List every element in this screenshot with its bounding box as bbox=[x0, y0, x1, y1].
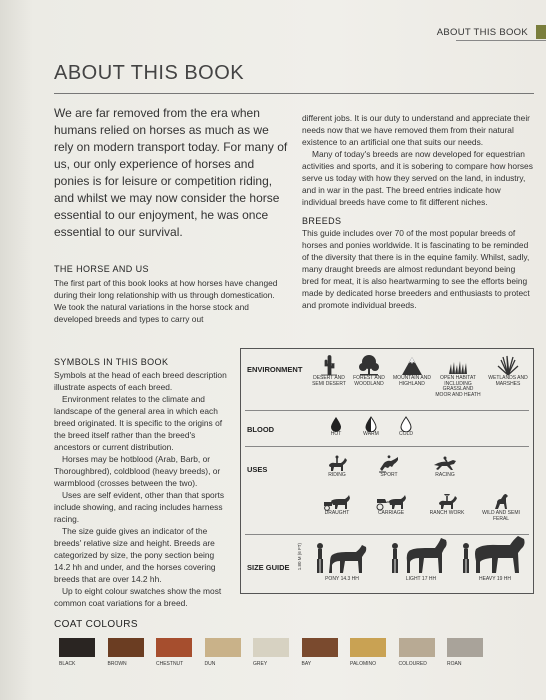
section-tab-marker bbox=[536, 25, 546, 39]
breeds-heading: BREEDS bbox=[302, 216, 342, 226]
uses-row bbox=[241, 447, 533, 535]
swatch-label: CHESTNUT bbox=[156, 661, 184, 667]
swatch-label: COLOURED bbox=[398, 661, 427, 667]
environment-caption: DESERT AND SEMI DESERT bbox=[312, 375, 346, 387]
swatch-chip bbox=[59, 638, 95, 657]
symbols-section bbox=[54, 356, 229, 609]
symbols-paragraph-6: Up to eight colour swatches show the most common coat variations for a breed. bbox=[54, 586, 222, 608]
coat-colours-heading: COAT COLOURS bbox=[54, 619, 138, 630]
right-paragraph-2: Many of today's breeds are now developed for equestrian activities and sports, and it is sobering to compare how horses serve us today with how they served on the land, in industry, and in war in the past. The breed entries indicate how individual breeds have come to fit different niches. bbox=[302, 149, 533, 207]
page-title: ABOUT THIS BOOK bbox=[54, 62, 245, 84]
symbols-paragraph-3: Horses may be hotblood (Arab, Barb, or Thoroughbred), coldblood (heavy breeds), or warmblood (crosses between the two). bbox=[54, 454, 221, 488]
symbols-heading: SYMBOLS IN THIS BOOK bbox=[54, 357, 169, 367]
symbols-paragraph-5: The size guide gives an indicator of the breeds' relative size and height. Breeds are categorized by size, the pony section being 14.2 hh and under, and the horses covering breeds that are over 14.2 hh. bbox=[54, 526, 216, 584]
reeds-icon bbox=[485, 354, 531, 387]
swatch-dun bbox=[205, 638, 241, 667]
size-scale bbox=[297, 543, 305, 570]
swatch-chip bbox=[447, 638, 483, 657]
breeds-text: This guide includes over 70 of the most popular breeds of horses and ponies worldwide. It is fascinating to be reminded of the diversity that there is in the equine family. Whilst, sadly, many draught breeds are almost redundant beyond being bred for meat, it is also heartwarming to see the efforts being made by dedicated horse breeders and enthusiasts to protect and promote individual breeds. bbox=[302, 228, 530, 310]
swatch-chestnut bbox=[156, 638, 192, 667]
swatch-label: BLACK bbox=[59, 661, 76, 667]
size-scale-label: 1.80 M (6 FT) bbox=[297, 543, 302, 571]
symbols-paragraph-4: Uses are self evident, other than that sports include showing, and racing includes harness racing. bbox=[54, 490, 225, 524]
title-divider bbox=[54, 93, 534, 94]
swatch-chip bbox=[108, 638, 144, 657]
uses-caption: WILD AND SEMI FERAL bbox=[482, 510, 520, 522]
swatch-palomino bbox=[350, 638, 386, 667]
header-rule bbox=[456, 40, 546, 41]
tree-icon bbox=[349, 354, 389, 387]
size-guide-label: SIZE GUIDE bbox=[247, 563, 290, 572]
environment-caption: WETLANDS AND MARSHES bbox=[488, 375, 528, 387]
blood-caption: WARM bbox=[363, 431, 379, 437]
carriage-icon bbox=[369, 493, 413, 517]
swatch-roan bbox=[447, 638, 483, 667]
uses-caption: CARRIAGE bbox=[377, 510, 405, 516]
racing-icon bbox=[425, 455, 465, 479]
symbols-paragraph-2: Environment relates to the climate and landscape of the general area in which each breed originated. It is specific to the origins of the breed itself rather than the breed's ancestors or current distribution. bbox=[54, 394, 223, 452]
horse-and-us-text: The first part of this book looks at how horses have changed during their long relationship with us through domestication. We took the natural variations in the horse stock and developed breeds and types to carry out bbox=[54, 278, 278, 324]
wild-horse-icon bbox=[481, 493, 521, 522]
blood-caption: HOT bbox=[330, 431, 342, 437]
horse-and-us-section bbox=[54, 263, 289, 325]
uses-caption: DRAUGHT bbox=[324, 510, 350, 516]
section-tab-label: ABOUT THIS BOOK bbox=[436, 26, 528, 38]
swatch-label: PALOMINO bbox=[350, 661, 377, 667]
grass-icon bbox=[435, 354, 481, 398]
swatch-coloured bbox=[399, 638, 435, 667]
right-column bbox=[302, 112, 534, 311]
swatch-black bbox=[59, 638, 95, 667]
drop-warm-icon bbox=[356, 416, 386, 438]
sport-icon bbox=[371, 455, 407, 479]
size-caption: HEAVY 19 HH bbox=[478, 576, 512, 582]
blood-row bbox=[241, 411, 533, 447]
size-caption: LIGHT 17 HH bbox=[405, 576, 437, 582]
swatch-label: BROWN bbox=[107, 661, 127, 667]
heavy-horse-icon bbox=[457, 535, 533, 583]
draught-icon bbox=[319, 493, 355, 517]
uses-caption: SPORT bbox=[380, 472, 398, 478]
swatch-label: GREY bbox=[253, 661, 268, 667]
coat-swatches bbox=[59, 638, 509, 676]
ranch-work-icon bbox=[425, 493, 469, 517]
uses-caption: RIDING bbox=[328, 472, 346, 478]
right-paragraph-1: different jobs. It is our duty to understand and appreciate their needs now that we have removed them from their natural existence to an artificial one that suits our needs. bbox=[302, 113, 530, 147]
drop-cold-icon bbox=[391, 416, 421, 438]
uses-caption: RANCH WORK bbox=[429, 510, 465, 516]
swatch-chip bbox=[253, 638, 289, 657]
swatch-brown bbox=[108, 638, 144, 667]
symbol-key-box bbox=[240, 348, 534, 594]
size-guide-row bbox=[241, 535, 533, 595]
light-horse-icon bbox=[383, 537, 459, 583]
environment-row bbox=[241, 349, 533, 411]
swatch-bay bbox=[302, 638, 338, 667]
mountain-icon bbox=[391, 354, 433, 387]
blood-caption: COLD bbox=[399, 431, 413, 437]
swatch-chip bbox=[399, 638, 435, 657]
drop-hot-icon bbox=[321, 416, 351, 438]
riding-icon bbox=[319, 455, 355, 479]
swatch-grey bbox=[253, 638, 289, 667]
environment-caption: OPEN HABITAT INCLUDING GRASSLAND MOOR AND HEATH bbox=[435, 375, 481, 398]
swatch-chip bbox=[205, 638, 241, 657]
uses-caption: RACING bbox=[435, 472, 455, 478]
swatch-chip bbox=[302, 638, 338, 657]
cactus-icon bbox=[309, 354, 349, 387]
environment-label: ENVIRONMENT bbox=[247, 365, 303, 374]
horse-and-us-heading: THE HORSE AND US bbox=[54, 264, 149, 274]
size-caption: PONY 14.3 HH bbox=[325, 576, 359, 582]
swatch-label: DUN bbox=[204, 661, 216, 667]
blood-label: BLOOD bbox=[247, 425, 275, 434]
intro-paragraph: We are far removed from the era when humans relied on horses as much as we rely on modern transport today. For many of us, our only experience of horses and ponies is for leisure or competition riding, and whilst we may now consider the horse essential to our enjoyment, he was once essential to our survival. bbox=[54, 106, 288, 239]
swatch-label: ROAN bbox=[447, 661, 462, 667]
symbols-paragraph-1: Symbols at the head of each breed description illustrate aspects of each breed. bbox=[54, 370, 227, 392]
pony-icon bbox=[307, 541, 377, 583]
swatch-label: BAY bbox=[301, 661, 312, 667]
uses-label: USES bbox=[247, 465, 268, 474]
environment-caption: MOUNTAIN AND HIGHLAND bbox=[393, 375, 431, 387]
swatch-chip bbox=[156, 638, 192, 657]
swatch-chip bbox=[350, 638, 386, 657]
section-tab bbox=[437, 22, 546, 42]
environment-caption: FOREST AND WOODLAND bbox=[353, 375, 385, 387]
